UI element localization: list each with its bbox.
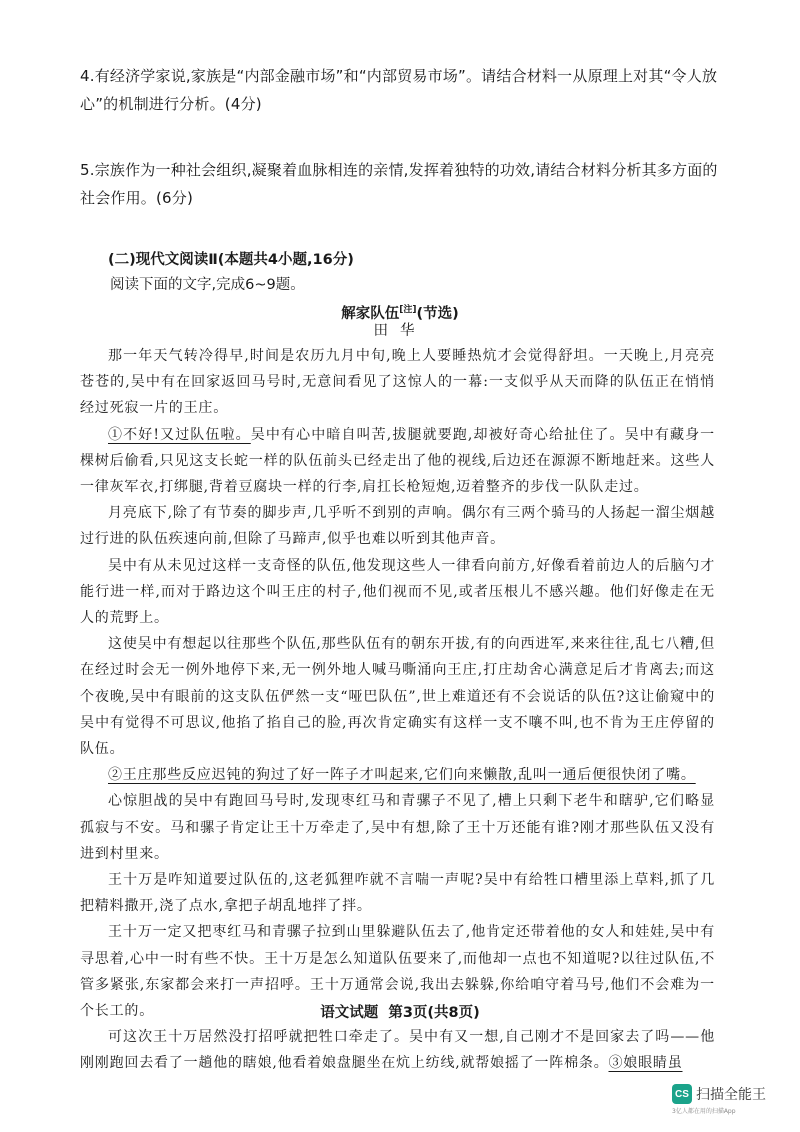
- note-mark: [注]: [399, 305, 417, 315]
- article-title-suffix: (节选): [416, 305, 459, 322]
- paragraph-5: 这使吴中有想起以往那些个队伍,那些队伍有的朝东开拔,有的向西进军,来来往往,乱七八糟,但在经过时会无一例外地停下来,无一例外地人喊马嘶涌向王庄,打庄劫舍心满意足后才肯离去;而这个夜晚,吴中有眼前的这支队伍俨然一支“哑巴队伍”,世上难道还有不会说话的队伍?这让偷窥中的吴中有觉得不可思议,他掐了掐自己的脸,再次肯定确实有这样一支不嚷不叫,也不肯为王庄停留的队伍。: [80, 636, 715, 758]
- paragraph-1: 那一年天气转冷得早,时间是农历九月中旬,晚上人要睡热炕才会觉得舒坦。一天晚上,月亮亮苍苍的,吴中有在回家返回马号时,无意间看见了这惊人的一幕:一支似乎从天而降的队伍正在悄悄经过死寂一片的王庄。: [80, 348, 715, 417]
- paragraph-10-text: 可这次王十万居然没打招呼就把牲口牵走了。吴中有又一想,自己刚才不是回家去了吗——他刚刚跑回去看了一趟他的瞎娘,他看着娘盘腿坐在炕上纺线,就帮娘摇了一阵棉条。: [80, 1029, 715, 1072]
- paragraph-9: 王十万一定又把枣红马和青骡子拉到山里躲避队伍去了,他肯定还带着他的女人和娃娃,吴中有寻思着,心中一时有些不快。王十万是怎么知道队伍要来了,而他却一点也不知道呢?以往过队伍,不管多紧张,东家都会来打一声招呼。王十万通常会说,我出去躲躲,你给咱守着马号,他们不会难为一个长工的。: [80, 924, 715, 1020]
- footer-page: 第3页(共8页): [388, 1005, 480, 1021]
- question-4: 4.有经济学家说,家族是“内部金融市场”和“内部贸易市场”。请结合材料一从原理上对其“令人放心”的机制进行分析。(4分): [80, 67, 718, 113]
- footer-label: 语文试题: [320, 1005, 379, 1021]
- paragraph-2-rest: 吴中有心中暗自叫苦,拔腿就要跑,却被好奇心给扯住了。吴中有藏身一棵树后偷看,只见这支长蛇一样的队伍前头已经走出了他的视线,后边还在源源不断地赶来。这些人一律灰军衣,打绑腿,背着豆腐块一样的行李,肩扛长枪短炮,迈着整齐的步伐一队队走过。: [80, 426, 715, 496]
- paragraph-4: 吴中有从未见过这样一支奇怪的队伍,他发现这些人一律看向前方,好像看着前边人的后脑勺才能行进一样,而对于路边这个叫王庄的村子,他们视而不见,或者压根儿不感兴趣。他们好像走在无人的荒野上。: [80, 557, 715, 627]
- paragraph-7: 心惊胆战的吴中有跑回马号时,发现枣红马和青骡子不见了,槽上只剩下老牛和瞎驴,它们略显孤寂与不安。马和骡子肯定让王十万牵走了,吴中有想,除了王十万还能有谁?刚才那些队伍又没有进到村里来。: [80, 793, 715, 862]
- underlined-sentence-2: ②王庄那些反应迟钝的狗过了好一阵子才叫起来,它们向来懒散,乱叫一通后便很快闭了嘴。: [108, 767, 696, 784]
- section-title: (二)现代文阅读Ⅱ(本题共4小题,16分): [108, 252, 354, 268]
- camscanner-logo-icon: CS: [672, 1084, 692, 1104]
- question-5: 5.宗族作为一种社会组织,凝聚着血脉相连的亲情,发挥着独特的功效,请结合材料分析其多方面的社会作用。(6分): [80, 161, 718, 207]
- paragraph-6: [80, 762, 715, 788]
- article-title-text: 解家队伍: [341, 305, 400, 322]
- page-footer: [0, 1002, 800, 1024]
- paragraph-2: [80, 422, 715, 501]
- article-body: [80, 343, 715, 1077]
- paragraph-3: 月亮底下,除了有节奏的脚步声,几乎听不到别的声响。偶尔有三两个骑马的人扬起一溜尘烟越过行进的队伍疾速向前,但除了马蹄声,似乎也难以听到其他声音。: [80, 505, 715, 548]
- watermark-subtitle: 3亿人都在用的扫描App: [672, 1108, 736, 1115]
- paragraph-10: [80, 1024, 715, 1076]
- paragraph-8: 王十万是咋知道要过队伍的,这老狐狸咋就不言喘一声呢?吴中有给牲口槽里添上草料,抓了几把精料撒开,浇了点水,拿把子胡乱地拌了拌。: [80, 872, 715, 915]
- underlined-sentence-3: ③娘眼睛虽: [608, 1055, 683, 1072]
- underlined-sentence-1: ①不好!又过队伍啦。: [108, 426, 251, 443]
- scanner-watermark: [672, 1084, 766, 1104]
- section-instruction: 阅读下面的文字,完成6~9题。: [110, 277, 305, 293]
- article-author: 田华: [373, 323, 427, 339]
- watermark-name: 扫描全能王: [696, 1087, 766, 1103]
